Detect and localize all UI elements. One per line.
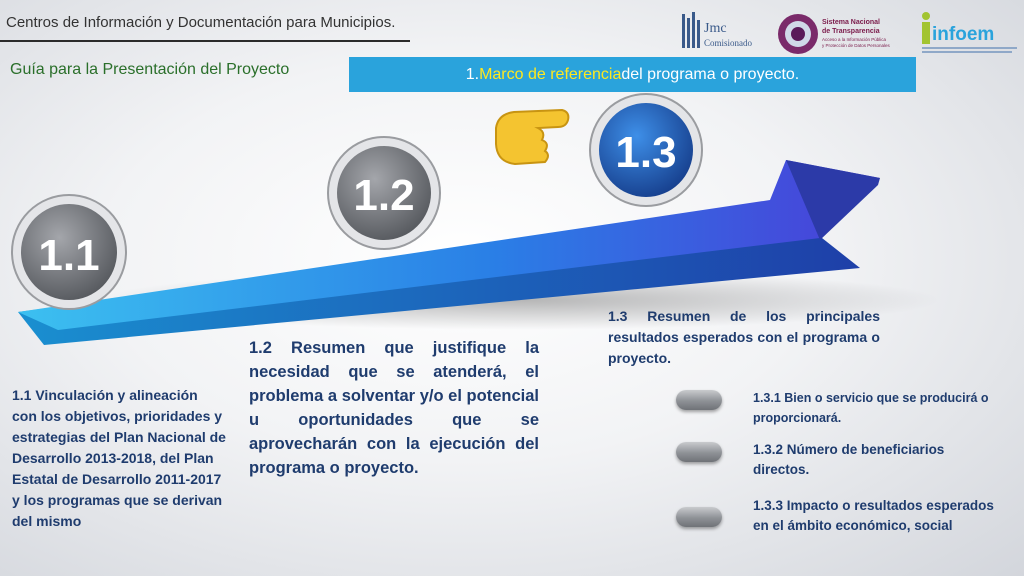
guide-title: Guía para la Presentación del Proyecto [10,61,290,78]
infoem-name: infoem [932,24,995,45]
step-1-3-badge [590,94,702,206]
banner-suffix: del programa o proyecto. [621,65,800,83]
step-1-2-label: 1.2 [353,171,415,220]
banner-prefix: 1. [465,65,480,83]
step-1-1-label: 1.1 [38,231,100,280]
jmc-logo-sub: Comisionado [704,38,753,48]
step-1-1-badge [12,195,126,309]
snt-line2: de Transparencia [822,28,880,35]
snt-line3: Acceso a la Información Pública [822,37,887,42]
sub-item-1-3-3: 1.3.3 Impacto o resultados esperados en el ámbito económico, social [753,498,994,533]
banner-highlight: Marco de referencia [479,65,622,83]
step-1-1-text: 1.1 Vinculación y alineación con los objetivos, prioridades y estrategias del Plan Nacional de Desarrollo 2013-2018, del Plan Estatal de Desarrollo 2011-2017 y los programas que se derivan del mismo [12,387,226,529]
step-1-2-badge [328,137,440,249]
jmc-logo-name: Jmc [704,21,727,36]
sub-item-1-3-1: 1.3.1 Bien o servicio que se producirá o proporcionará. [753,391,989,425]
bullet-pill-2 [676,442,722,462]
header-title: Centros de Información y Documentación para Municipios. [6,14,396,31]
pointing-hand-icon [496,110,568,164]
sub-item-1-3-2: 1.3.2 Número de beneficiarios directos. [753,442,945,477]
snt-line4: y Protección de Datos Personales [822,43,890,48]
step-1-3-label: 1.3 [615,128,677,177]
snt-line1: Sistema Nacional [822,19,880,26]
step-1-3-text: 1.3 Resumen de los principales resultados esperados con el programa o proyecto. [608,308,880,366]
bullet-pill-1 [676,390,722,410]
step-1-2-text: 1.2 Resumen que justifique la necesidad que se atenderá, el problema a solventar y/o el potencial u oportunidades que se aprovecharán con la ejecución del programa o proyecto. [249,339,539,477]
bullet-pill-3 [676,507,722,527]
